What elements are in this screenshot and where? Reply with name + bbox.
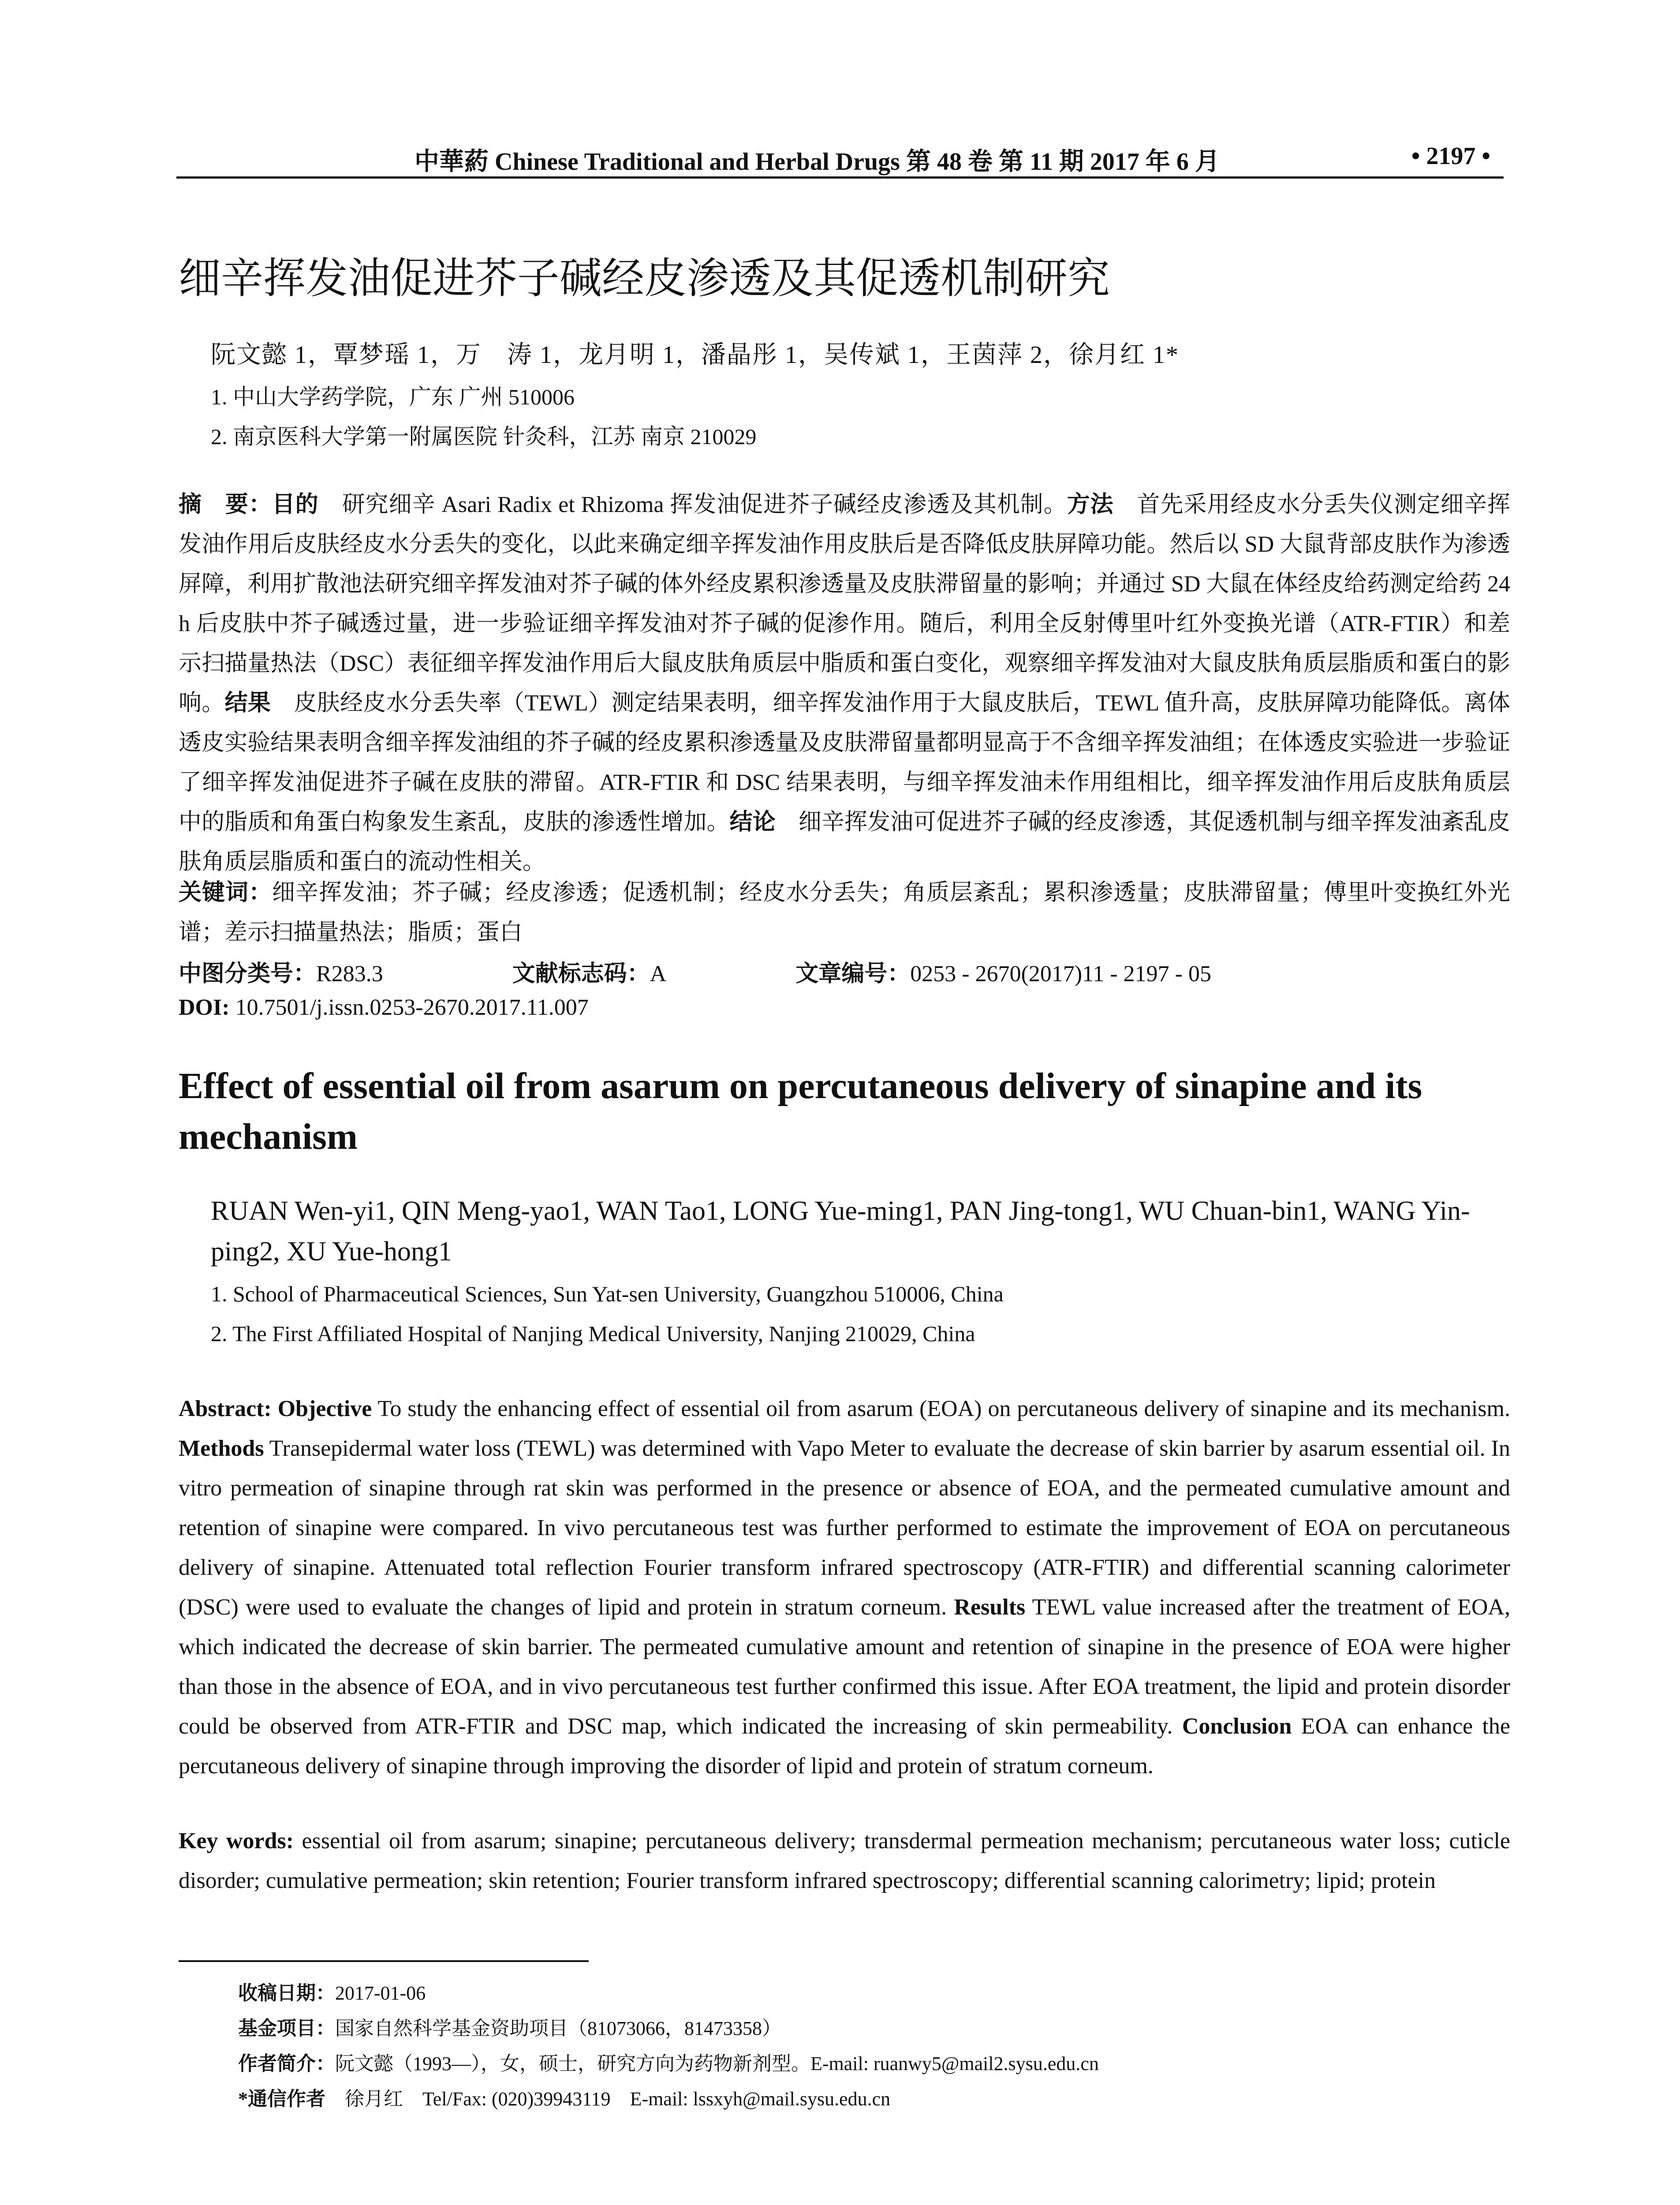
en-methods-label: Methods bbox=[179, 1436, 264, 1461]
header-rule bbox=[176, 176, 1504, 179]
en-results-label: Results bbox=[954, 1595, 1026, 1620]
article-no-value: 0253 - 2670(2017)11 - 2197 - 05 bbox=[910, 961, 1211, 987]
cn-abstract-label: 摘 要：目的 bbox=[179, 492, 319, 517]
cn-authors: 阮文懿 1，覃梦瑶 1，万 涛 1，龙月明 1，潘晶彤 1，吴传斌 1，王茵萍 2，徐月红 1* bbox=[211, 341, 1179, 369]
running-header bbox=[176, 132, 1504, 181]
cn-classification bbox=[179, 955, 1335, 988]
doc-code-value: A bbox=[650, 961, 667, 987]
en-objective-label: Abstract: Objective bbox=[179, 1396, 372, 1421]
footnote-received: 收稿日期：2017-01-06 bbox=[238, 1982, 426, 2004]
cn-conclusion-label: 结论 bbox=[729, 810, 776, 835]
en-authors: RUAN Wen-yi1, QIN Meng-yao1, WAN Tao1, LONG Yue-ming1, PAN Jing-tong1, WU Chuan-bin1, WANG Yin-ping2, XU Yue-hong1 bbox=[211, 1196, 1470, 1267]
en-keywords-label: Key words: bbox=[179, 1828, 294, 1854]
cn-affiliation-2: 2. 南京医科大学第一附属医院 针灸科，江苏 南京 210029 bbox=[211, 424, 757, 449]
en-keywords bbox=[179, 1821, 1510, 1901]
en-methods: Transepidermal water loss (TEWL) was determined with Vapo Meter to evaluate the decrease of skin barrier by asarum essential oil. In vitro permeation of sinapine through rat skin was performed in the presence or absence of EOA, and the permeated cumulative amount and retention of sinapine were compared. In vivo percutaneous test was further performed to estimate the improvement of EOA on percutaneous delivery of sinapine. Attenuated total reflection Fourier transform infrared spectroscopy (ATR-FTIR) and differential scanning calorimeter (DSC) were used to evaluate the changes of lipid and protein in stratum corneum. bbox=[179, 1436, 1510, 1620]
article-no-label: 文章编号： bbox=[795, 961, 911, 987]
en-conclusion-label: Conclusion bbox=[1182, 1714, 1292, 1739]
cn-affiliation-1: 1. 中山大学药学院，广东 广州 510006 bbox=[211, 385, 575, 409]
footnote-corresponding: *通信作者 徐月红 Tel/Fax: (020)39943119 E-mail: lssxyh@mail.sysu.edu.cn bbox=[238, 2088, 891, 2110]
cn-keywords-label: 关键词： bbox=[179, 880, 272, 905]
clc-label: 中图分类号： bbox=[179, 961, 317, 987]
footnote-author: 作者简介：阮文懿（1993—），女，硕士，研究方向为药物新剂型。E-mail: ruanwy5@mail2.sysu.edu.cn bbox=[238, 2053, 1099, 2074]
footnote-fund: 基金项目：国家自然科学基金资助项目（81073066，81473358） bbox=[238, 2018, 781, 2039]
journal-info: 中華葯 Chinese Traditional and Herbal Drugs 第 48 卷 第 11 期 2017 年 6 月 bbox=[414, 148, 1220, 176]
en-affiliation-2: 2. The First Affiliated Hospital of Nanjing Medical University, Nanjing 210029, China bbox=[211, 1321, 975, 1346]
footnotes bbox=[238, 1976, 1099, 2117]
cn-keywords-text: 细辛挥发油；芥子碱；经皮渗透；促透机制；经皮水分丢失；角质层紊乱；累积渗透量；皮肤滞留量；傅里叶变换红外光谱；差示扫描量热法；脂质；蛋白 bbox=[179, 880, 1510, 945]
page-number: • 2197 • bbox=[1411, 142, 1490, 170]
cn-methods: 首先采用经皮水分丢失仪测定细辛挥发油作用后皮肤经皮水分丢失的变化，以此来确定细辛挥发油作用皮肤后是否降低皮肤屏障功能。然后以 SD 大鼠背部皮肤作为渗透屏障，利用扩散池法研究细辛挥发油对芥子碱的体外经皮累积渗透量及皮肤滞留量的影响；并通过 SD 大鼠在体经皮给药测定给药 24 h 后皮肤中芥子碱透过量，进一步验证细辛挥发油对芥子碱的促渗作用。随后，利用全反射傅里叶红外变换光谱（ATR-FTIR）和差示扫描量热法（DSC）表征细辛挥发油作用后大鼠皮肤角质层中脂质和蛋白变化，观察细辛挥发油对大鼠皮肤角质层脂质和蛋白的影响。 bbox=[179, 492, 1510, 716]
cn-results: 皮肤经皮水分丢失率（TEWL）测定结果表明，细辛挥发油作用于大鼠皮肤后，TEWL 值升高，皮肤屏障功能降低。离体透皮实验结果表明含细辛挥发油组的芥子碱的经皮累积渗透量及皮肤滞留量都明显高于不含细辛挥发油组；在体透皮实验进一步验证了细辛挥发油促进芥子碱在皮肤的滞留。ATR-FTIR 和 DSC 结果表明，与细辛挥发油未作用组相比，细辛挥发油作用后皮肤角质层中的脂质和角蛋白构象发生紊乱，皮肤的渗透性增加。 bbox=[179, 691, 1510, 835]
doc-code-label: 文献标志码： bbox=[512, 961, 650, 987]
doi-value: 10.7501/j.issn.0253-2670.2017.11.007 bbox=[229, 995, 589, 1020]
doi bbox=[179, 994, 589, 1020]
en-title: Effect of essential oil from asarum on percutaneous delivery of sinapine and its mechanism bbox=[179, 1065, 1422, 1157]
cn-keywords bbox=[179, 873, 1510, 953]
en-keywords-text: essential oil from asarum; sinapine; percutaneous delivery; transdermal permeation mechanism; percutaneous water loss; cuticle disorder; cumulative permeation; skin retention; Fourier transform infrared spectroscopy; differential scanning calorimetry; lipid; protein bbox=[179, 1828, 1511, 1893]
en-results: TEWL value increased after the treatment of EOA, which indicated the decrease of skin barrier. The permeated cumulative amount and retention of sinapine in the presence of EOA were higher than those in the absence of EOA, and in vivo percutaneous test further confirmed this issue. After EOA treatment, the lipid and protein disorder could be observed from ATR-FTIR and DSC map, which indicated the increasing of skin permeability. bbox=[179, 1595, 1510, 1739]
en-conclusion: EOA can enhance the percutaneous delivery of sinapine through improving the disorder of lipid and protein of stratum corneum. bbox=[179, 1714, 1510, 1779]
cn-objective: 研究细辛 Asari Radix et Rhizoma 挥发油促进芥子碱经皮渗透及其机制。 bbox=[318, 492, 1067, 517]
clc-value: R283.3 bbox=[316, 961, 383, 987]
en-affiliation-1: 1. School of Pharmaceutical Sciences, Sun Yat-sen University, Guangzhou 510006, China bbox=[211, 1282, 1004, 1306]
cn-results-label: 结果 bbox=[224, 691, 271, 716]
cn-title: 细辛挥发油促进芥子碱经皮渗透及其促透机制研究 bbox=[179, 254, 1110, 303]
cn-methods-label: 方法 bbox=[1067, 492, 1114, 517]
cn-abstract bbox=[179, 485, 1510, 882]
doi-label: DOI: bbox=[179, 995, 230, 1020]
footnote-rule bbox=[179, 1960, 589, 1962]
en-objective: To study the enhancing effect of essential oil from asarum (EOA) on percutaneous delivery of sinapine and its mechanism. bbox=[372, 1396, 1510, 1421]
cn-conclusion: 细辛挥发油可促进芥子碱的经皮渗透，其促透机制与细辛挥发油紊乱皮肤角质层脂质和蛋白的流动性相关。 bbox=[179, 810, 1510, 875]
en-abstract bbox=[179, 1389, 1510, 1786]
